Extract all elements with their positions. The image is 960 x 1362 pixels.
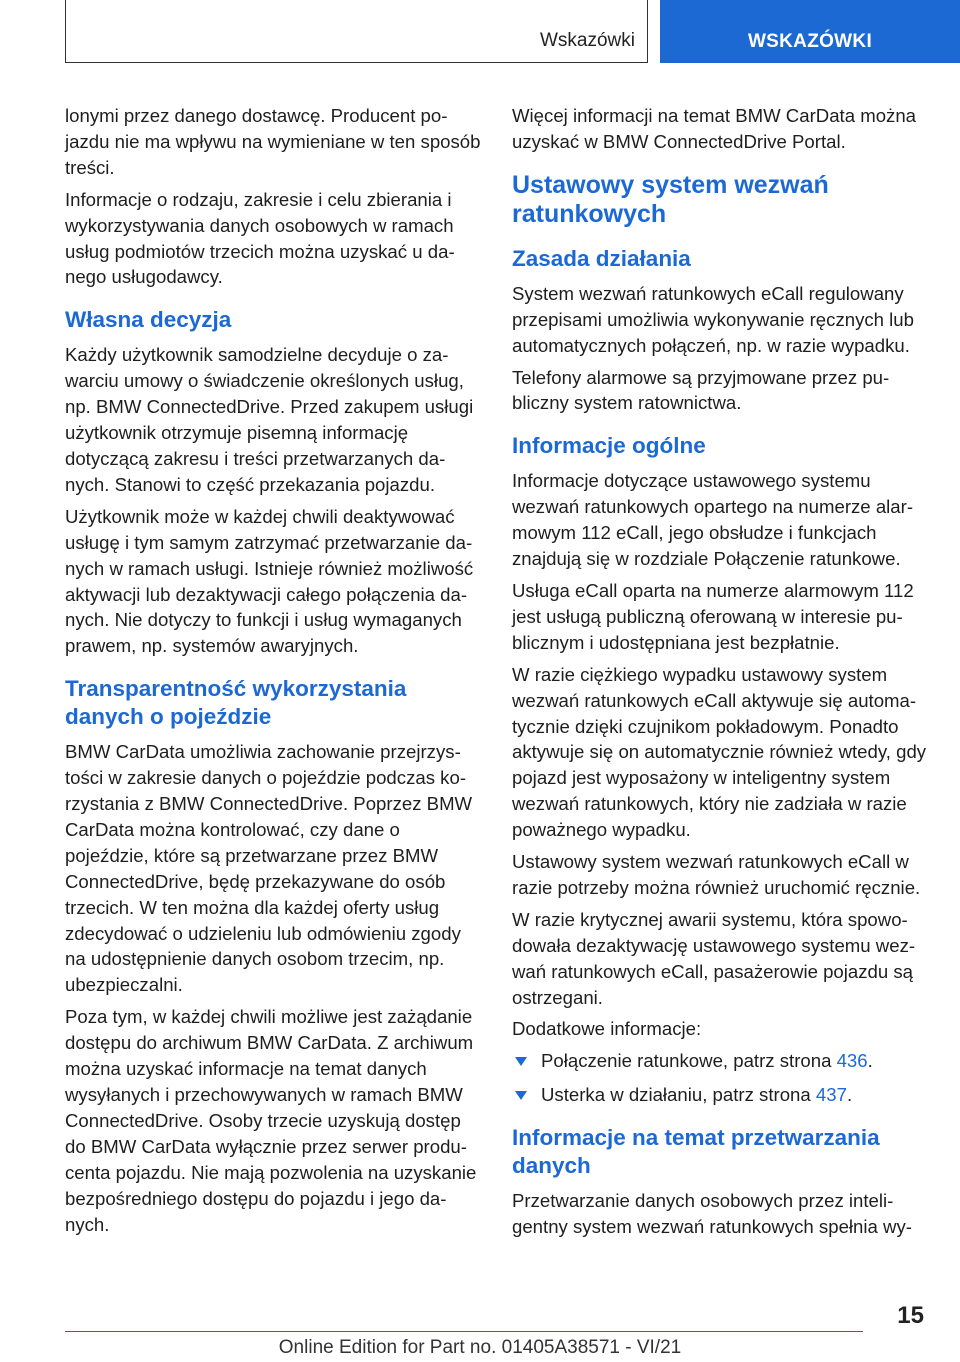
page-link[interactable]: 437 bbox=[815, 1084, 847, 1106]
paragraph: Usługa eCall oparta na numerze alarmowym 112 jest usługą publiczną oferowaną w interesie publicznym i udostępniana jest bezpłatnie. bbox=[512, 579, 914, 653]
section-heading: Transparentność wykorzystania danych o pojeździe bbox=[65, 676, 407, 730]
right-column bbox=[512, 103, 928, 1246]
section-tab-label: WSKAZÓWKI bbox=[747, 31, 873, 52]
paragraph: Poza tym, w każdej chwili możliwe jest zażądanie dostępu do archiwum BMW CarData. Z archiwum można uzyskać informacje na temat danych wysyłanych i przechowywanych w ramach BMW ConnectedDrive. Osoby trzecie uzyskują dostęp do BMW CarData wyłącznie przez serwer producenta pojazdu. Nie mają pozwolenia na uzyskanie bezpośredniego dostępu do pojazdu i jego danych. bbox=[65, 1006, 477, 1235]
list-item-end: . bbox=[867, 1050, 873, 1072]
paragraph: Telefony alarmowe są przyjmowane przez publiczny system ratownictwa. bbox=[512, 366, 890, 414]
section-heading: Zasada działania bbox=[512, 245, 691, 271]
paragraph: Użytkownik może w każdej chwili deaktywować usługę i tym samym zatrzymać przetwarzanie danych w ramach usługi. Istnieje również możliwość aktywacji lub dezaktywacji całego połączenia danych. Nie dotyczy to funkcji i usług wymaganych prawem, np. systemów awaryjnych. bbox=[65, 505, 474, 657]
list-item bbox=[512, 1048, 928, 1074]
header-frame bbox=[65, 0, 648, 63]
list-item-text: Połączenie ratunkowe, patrz strona bbox=[541, 1050, 837, 1072]
list-item-end: . bbox=[846, 1084, 853, 1106]
page-number: 15 bbox=[897, 1302, 924, 1329]
paragraph: W razie ciężkiego wypadku ustawowy system wezwań ratunkowych eCall aktywuje się automatycznie dzięki czujnikom pokładowym. Ponadto aktywuje się on automatycznie również wtedy, gdy pojazd jest wyposażony w inteligentny system wezwań ratunkowych, który nie zadziała w razie poważnego wypadku. bbox=[512, 663, 927, 841]
triangle-bullet-icon bbox=[515, 1091, 527, 1100]
chapter-heading: Ustawowy system wezwań ratunkowych bbox=[512, 170, 829, 228]
paragraph: System wezwań ratunkowych eCall regulowany przepisami umożliwia wykonywanie ręcznych lub automatycznych połączeń, np. w razie wypadku. bbox=[512, 282, 914, 356]
paragraph: Dodatkowe informacje: bbox=[512, 1018, 702, 1040]
section-heading: Własna decyzja bbox=[65, 307, 232, 333]
section-heading: Informacje na temat przetwarzania danych bbox=[512, 1125, 880, 1179]
section-heading: Informacje ogólne bbox=[512, 433, 706, 459]
paragraph: Każdy użytkownik samodzielne decyduje o zawarciu umowy o świadczenie określonych usług, np. BMW ConnectedDrive. Przed zakupem usługi użytkownik otrzymuje pisemną informację dotyczącą zakresu i treści przetwarzanych danych. Stanowi to część przekazania pojazdu. bbox=[65, 344, 474, 495]
footer-edition: Online Edition for Part no. 01405A38571 - VI/21 bbox=[278, 1337, 682, 1358]
list-item-text: Usterka w działaniu, patrz strona bbox=[541, 1084, 816, 1106]
section-tab[interactable] bbox=[660, 0, 960, 63]
paragraph: W razie krytycznej awarii systemu, która spowodowała dezaktywację ustawowego systemu wezwań ratunkowych eCall, pasażerowie pojazdu są ostrzegani. bbox=[512, 908, 916, 1008]
paragraph: Ustawowy system wezwań ratunkowych eCall w razie potrzeby można również uruchomić ręcznie. bbox=[512, 851, 921, 898]
paragraph: Informacje o rodzaju, zakresie i celu zbierania i wykorzystywania danych osobowych w ramach usług podmiotów trzecich można uzyskać u danego usługodawcy. bbox=[65, 188, 455, 288]
footer-divider bbox=[65, 1331, 863, 1332]
header-title: Wskazówki bbox=[539, 30, 635, 51]
list-item bbox=[512, 1082, 928, 1108]
paragraph: Przetwarzanie danych osobowych przez inteligentny system wezwań ratunkowych spełnia wy- bbox=[512, 1190, 912, 1238]
paragraph: Więcej informacji na temat BMW CarData można uzyskać w BMW ConnectedDrive Portal. bbox=[512, 105, 917, 152]
paragraph: Informacje dotyczące ustawowego systemu wezwań ratunkowych opartego na numerze alarmowym 112 eCall, jego obsłudze i funkcjach znajdują się w rozdziale Połączenie ratunkowe. bbox=[512, 470, 914, 570]
paragraph: lonymi przez danego dostawcę. Producent pojazdu nie ma wpływu na wymieniane w ten sposób treści. bbox=[65, 105, 481, 178]
left-column bbox=[65, 103, 483, 1243]
paragraph: BMW CarData umożliwia zachowanie przejrzystości w zakresie danych o pojeździe podczas korzystania z BMW ConnectedDrive. Poprzez BMW CarData można kontrolować, czy dane o pojeździe, które są przetwarzane przez BMW ConnectedDrive, będę przekazywane do osób trzecich. W ten można dla każdej oferty usług zdecydować o udzieleniu lub odmówieniu zgody na udostępnienie danych osobom trzecim, np. ubezpieczalni. bbox=[65, 741, 473, 996]
page-link[interactable]: 436 bbox=[836, 1050, 868, 1072]
triangle-bullet-icon bbox=[515, 1057, 527, 1066]
